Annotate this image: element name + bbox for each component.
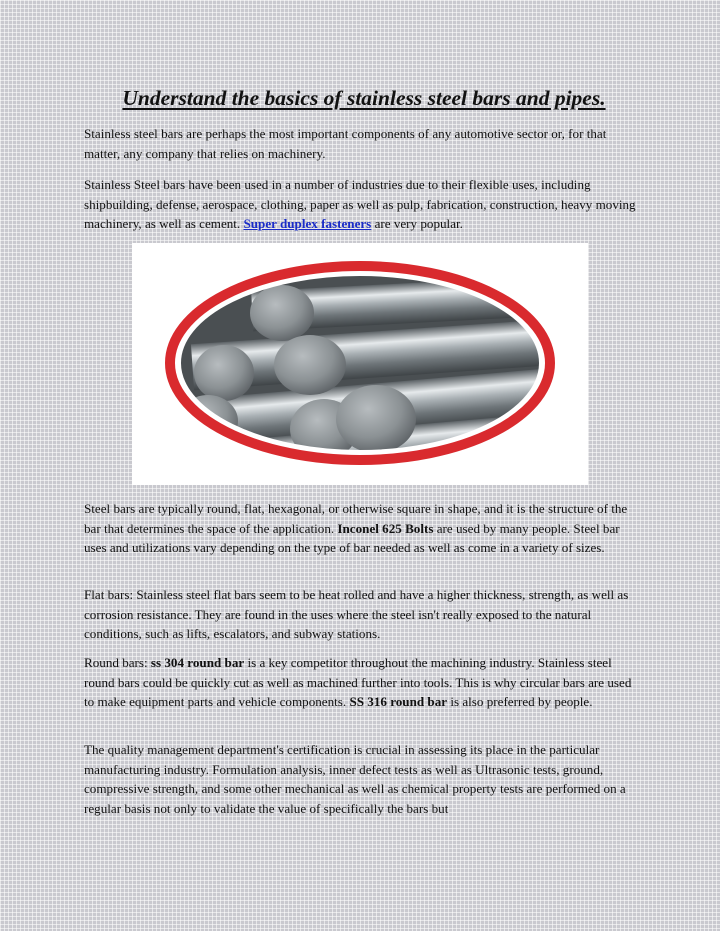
shapes-text-end: are used by many people. Steel bar uses and utilizations vary depending on the type of bar needed as well as come in a variety of sizes. (84, 520, 620, 555)
flat-bars-paragraph (84, 585, 644, 644)
industries-paragraph (84, 175, 644, 234)
intro-text: Stainless steel bars are perhaps the most important components of any automotive sector or, for that matter, any company that relies on machinery. (84, 126, 607, 161)
intro-paragraph (84, 124, 644, 163)
quality-text: The quality management department's certification is crucial in assessing its place in the particular manufacturing industry. Formulation analysis, inner defect tests as well as Ultrasonic tests, ground, compressive strength, and some other mechanical as well as chemical property tests are performed on a regular basis not only to validate the value of specifically the bars but (84, 742, 626, 816)
steel-bars-image (132, 243, 588, 485)
industries-text-end: are very popular. (371, 216, 463, 231)
shapes-text: Steel bars are typically round, flat, hexagonal, or otherwise square in shape, and it is the structure of the bar that determines the space of the application. (84, 501, 628, 536)
round-bars-label: Round bars: (84, 655, 151, 670)
inconel-625-bolts-text: Inconel 625 Bolts (337, 520, 434, 536)
quality-paragraph (84, 740, 644, 818)
ss-304-round-bar-text: ss 304 round bar (150, 655, 245, 670)
stainless-steel-round-bars-photo (132, 243, 588, 485)
round-bars-text: is a key competitor throughout the machining industry. Stainless steel round bars could be quickly cut as well as machined further into tools. This is why circular bars are used to make equipment parts and vehicle components. (84, 655, 632, 709)
flat-bars-text: Flat bars: Stainless steel flat bars seem to be heat rolled and have a higher thickness, strength, as well as corrosion resistance. They are found in the uses where the steel isn't really exposed to the natural conditions, such as lifts, escalators, and subway stations. (84, 587, 629, 641)
shapes-paragraph (84, 499, 644, 558)
super-duplex-fasteners-link[interactable]: Super duplex fasteners (243, 216, 372, 231)
round-bars-paragraph (84, 653, 644, 712)
industries-text: Stainless Steel bars have been used in a number of industries due to their flexible uses, including shipbuilding, defense, aerospace, clothing, paper as well as pulp, fabrication, construction, heavy moving machinery, as well as cement. (84, 177, 636, 231)
ss-316-round-bar-text: SS 316 round bar (349, 694, 448, 709)
round-bars-text-end: is also preferred by people. (447, 694, 593, 709)
page-title: Understand the basics of stainless steel bars and pipes. (122, 86, 606, 110)
